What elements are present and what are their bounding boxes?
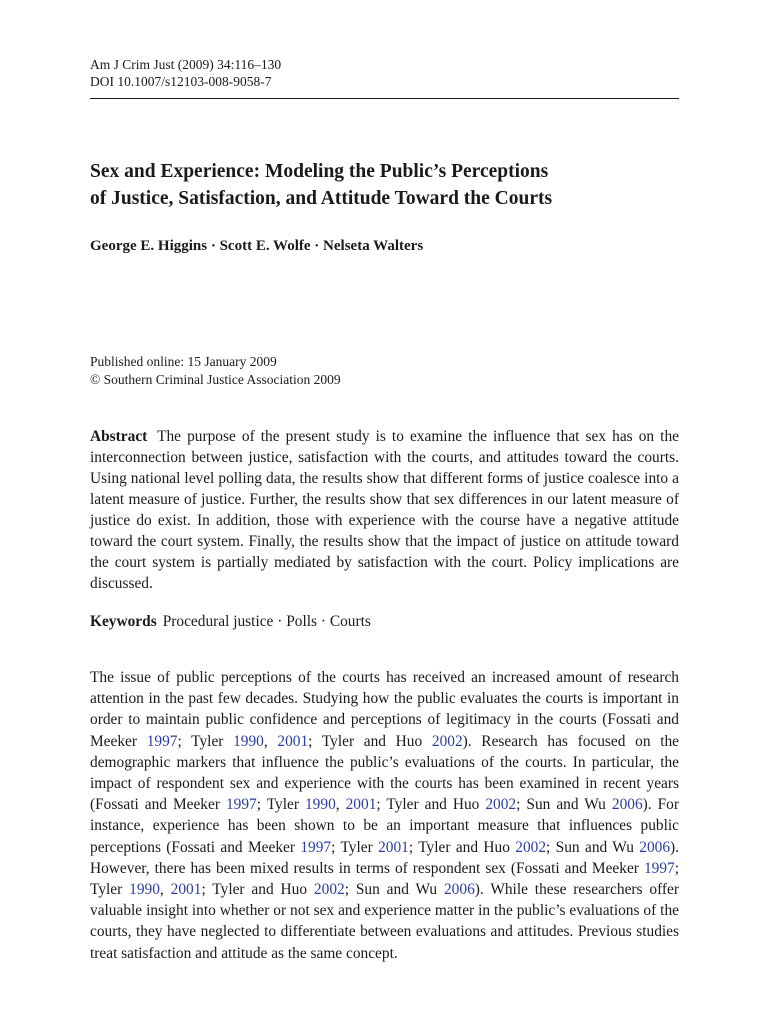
citation-year-link[interactable]: 1990 xyxy=(129,881,160,899)
journal-header xyxy=(90,56,281,90)
body-text-segment: ; Tyler xyxy=(90,859,679,899)
body-paragraph xyxy=(90,667,679,964)
body-text-segment: ; Tyler xyxy=(256,796,305,814)
citation-year-link[interactable]: 2002 xyxy=(485,796,517,814)
abstract-heading: Abstract xyxy=(90,428,148,445)
citation-year-link[interactable]: 1997 xyxy=(643,859,675,877)
citation-year-link[interactable]: 2001 xyxy=(277,732,309,750)
keywords-heading: Keywords xyxy=(90,613,157,630)
publication-info xyxy=(90,353,341,388)
abstract-text: The purpose of the present study is to examine the influence that sex has on the interconnection between justice, satisfaction with the courts, and attitudes toward the courts. Using national level polling data, the results show that different forms of justice coalesce into a latent measure of justice. Further, the results show that sex differences in our latent measure of justice do exist. In addition, those with experience with the course have a negative attitude toward the court system. Finally, the results show that the impact of justice on attitude toward the court system is partially mediated by satisfaction with the court. Policy implications are discussed. xyxy=(90,428,679,592)
body-text-segment: , xyxy=(263,732,278,750)
body-text-segment: ). However, there has been mixed results in terms of respondent sex (Fossati and Meeker xyxy=(90,838,680,877)
journal-citation: Am J Crim Just (2009) 34:116–130 xyxy=(90,57,282,72)
citation-year-link[interactable]: 2002 xyxy=(431,732,463,750)
copyright-notice: © Southern Criminal Justice Association 2009 xyxy=(90,371,341,387)
body-text-segment: , xyxy=(159,881,171,899)
body-text-segment: ). While these researchers offer valuable insight into whether or not sex and experience matter in the public’s evaluations of the courts, they have neglected to differentiate between evaluations and attitudes. Previous studies treat satisfaction and attitude as the same concept. xyxy=(90,881,680,962)
citation-year-link[interactable]: 2001 xyxy=(345,796,377,814)
body-text-segment: The issue of public perceptions of the courts has received an increased amount of research attention in the past few decades. Studying how the public evaluates the courts is important in order to maintain public confidence and perceptions of legitimacy in the courts (Fossati and Meeker xyxy=(90,669,679,750)
journal-doi: DOI 10.1007/s12103-008-9058-7 xyxy=(90,74,272,89)
title-line: of Justice, Satisfaction, and Attitude Toward the Courts xyxy=(90,188,553,209)
citation-year-link[interactable]: 1990 xyxy=(304,796,336,814)
body-text-segment: ). For instance, experience has been shown to be an important measure that influences public perceptions (Fossati and Meeker xyxy=(90,796,680,856)
citation-year-link[interactable]: 2002 xyxy=(515,838,547,856)
title-line: Sex and Experience: Modeling the Public’s Perceptions xyxy=(90,161,549,182)
body-text-segment: ; Tyler and Huo xyxy=(376,796,486,814)
citation-year-link[interactable]: 2002 xyxy=(313,881,345,899)
body-text-segment: ; Sun and Wu xyxy=(516,796,612,814)
body-text-segment: ; Sun and Wu xyxy=(546,838,640,856)
header-rule xyxy=(90,98,679,99)
citation-year-link[interactable]: 2006 xyxy=(611,796,643,814)
body-text-segment: , xyxy=(335,796,346,814)
paper-title xyxy=(90,158,690,212)
body-text-segment: ; Tyler and Huo xyxy=(201,881,314,899)
citation-year-link[interactable]: 2006 xyxy=(443,881,475,899)
citation-year-link[interactable]: 1997 xyxy=(146,732,178,750)
body-text-segment: ). Research has focused on the demographic markers that influence the public’s evaluations of the courts. In particular, the impact of respondent sex and experience with the courts has been examined in recent years (Fossati and Meeker xyxy=(90,732,679,814)
citation-year-link[interactable]: 2001 xyxy=(378,838,409,856)
body-text-segment: ; Tyler and Huo xyxy=(408,838,516,856)
body-text-segment: ; Tyler xyxy=(331,838,379,856)
body-text-segment: ; Tyler xyxy=(177,732,234,750)
body-text-segment: ; Tyler and Huo xyxy=(308,732,432,750)
keywords-text: Procedural justice · Polls · Courts xyxy=(162,613,371,630)
citation-year-link[interactable]: 1997 xyxy=(225,796,257,814)
citation-year-link[interactable]: 2001 xyxy=(170,881,202,899)
citation-year-link[interactable]: 2006 xyxy=(639,838,671,856)
citation-year-link[interactable]: 1990 xyxy=(233,732,264,750)
author-list: George E. Higgins · Scott E. Wolfe · Nelseta Walters xyxy=(90,238,424,254)
citation-year-link[interactable]: 1997 xyxy=(300,838,332,856)
keywords xyxy=(90,613,371,631)
published-date: Published online: 15 January 2009 xyxy=(90,354,277,369)
abstract xyxy=(90,426,679,594)
body-text-segment: ; Sun and Wu xyxy=(344,881,444,899)
